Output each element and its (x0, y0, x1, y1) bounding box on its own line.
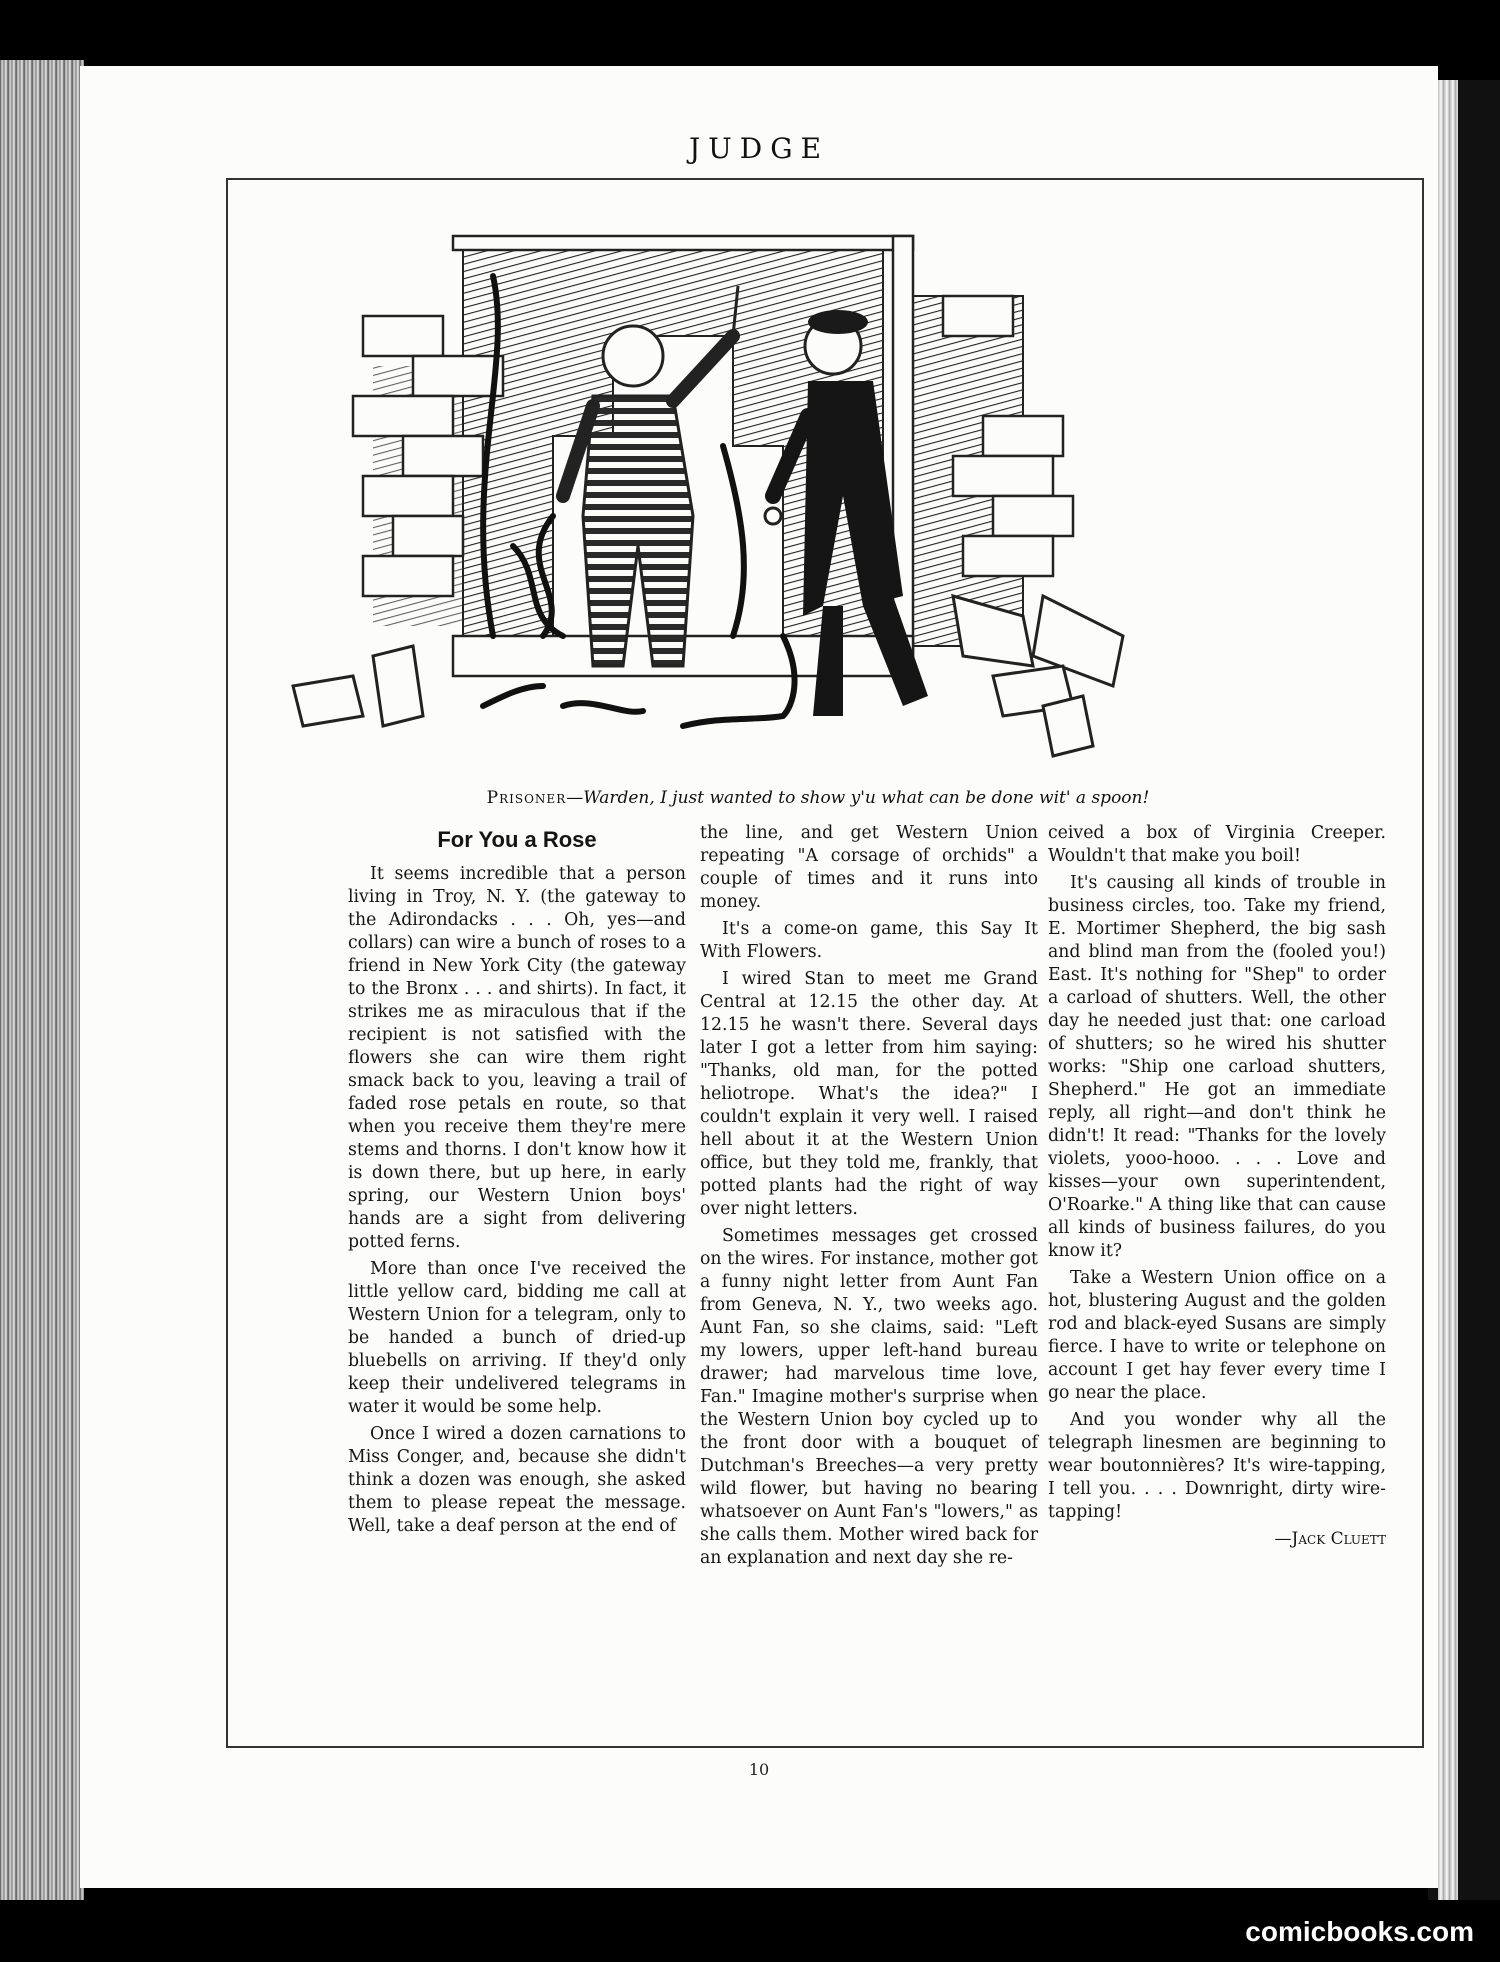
magazine-page (80, 66, 1438, 1888)
paragraph: Sometimes messages get crossed on the wires. For instance, mother got a funny night letter from Aunt Fan from Geneva, N. Y., two weeks ago. Aunt Fan, so she claims, said: "Left my lowers, upper left-hand bureau drawer; had marvelous time love, Fan." Imagine mother's surprise when the Western Union boy cycled up to the front door with a bouquet of Dutchman's Breeches—a very pretty wild flower, but having no bearing whatsoever on Aunt Fan's "lowers," as she calls them. Mother wired back for an explanation and next day she re- (700, 1226, 1038, 1568)
cartoon-illustration (263, 216, 1373, 776)
cartoon-caption (263, 788, 1373, 808)
book-page-edges-left (0, 60, 84, 1900)
article-title: For You a Rose (437, 827, 597, 852)
paragraph: ceived a box of Virginia Creeper. Wouldn't that make you boil! (1048, 823, 1386, 866)
article-column-1 (348, 822, 686, 1542)
paragraph: More than once I've received the little yellow card, bidding me call at Western Union for a telegram, only to be handed a bunch of dried-up bluebells on arriving. If they'd only keep their undelivered telegrams in water it would be some help. (348, 1259, 686, 1417)
paragraph: the line, and get Western Union repeating "A corsage of orchids" a couple of times and it runs into money. (700, 823, 1038, 912)
article-column-2 (700, 822, 1038, 1574)
book-page-edges-right (1428, 80, 1500, 1900)
paragraph: I wired Stan to meet me Grand Central at 12.15 the other day. At 12.15 he wasn't there. Several days later I got a letter from him saying: "Thanks, old man, for the potted heliotrope. What's the idea?" I couldn't explain it very well. I raised hell about it at the Western Union office, but they told me, frankly, that potted plants had the right of way over night letters. (700, 969, 1038, 1219)
caption-text: —Warden, I just wanted to show y'u what can be done wit' a spoon! (566, 788, 1150, 808)
article-column-3 (1048, 822, 1386, 1551)
caption-speaker: Prisoner (486, 788, 567, 808)
paragraph: It seems incredible that a person living in Troy, N. Y. (the gateway to the Adirondacks . . . Oh, yes—and collars) can wire a bunch of roses to a friend in New York City (the gateway to the Bronx . . . and shirts). In fact, it strikes me as miraculous that if the recipient is not satisfied with the flowers she can wire them right smack back to you, leaving a trail of faded rose petals en route, so that when you receive them they're mere stems and thorns. I don't know how it is down there, but up here, in early spring, our Western Union boys' hands are a sight from delivering potted ferns. (348, 864, 686, 1252)
paragraph: Take a Western Union office on a hot, blustering August and the golden rod and black-eyed Susans are simply fierce. I have to write or telephone on account I get hay fever every time I go near the place. (1048, 1268, 1386, 1403)
paragraph: It's causing all kinds of trouble in business circles, too. Take my friend, E. Mortimer Shepherd, the big sash and blind man from the (fooled you!) East. It's nothing for "Shep" to order a carload of shutters. Well, the other day he needed just that: one carload of shutters; so he wired his shutter works: "Ship one carload shutters, Shepherd." He got an immediate reply, all right—and don't think he didn't! It read: "Thanks for the lovely violets, yooo-hooo. . . . Love and kisses—your own superintendent, O'Roarke." A thing like that can cause all kinds of business failures, do you know it? (1048, 873, 1386, 1261)
page-number: 10 (748, 1760, 770, 1779)
watermark: comicbooks.com (1245, 1916, 1474, 1947)
masthead: JUDGE (688, 132, 830, 165)
byline: —Jack Cluett (1274, 1529, 1386, 1549)
paragraph: Once I wired a dozen carnations to Miss Conger, and, because she didn't think a dozen was enough, she asked them to please repeat the message. Well, take a deaf person at the end of (348, 1424, 686, 1536)
paragraph: It's a come-on game, this Say It With Flowers. (700, 919, 1038, 962)
paragraph: And you wonder why all the telegraph linesmen are beginning to wear boutonnières? It's wire-tapping, I tell you. . . . Downright, dirty wire-tapping! (1048, 1410, 1386, 1522)
